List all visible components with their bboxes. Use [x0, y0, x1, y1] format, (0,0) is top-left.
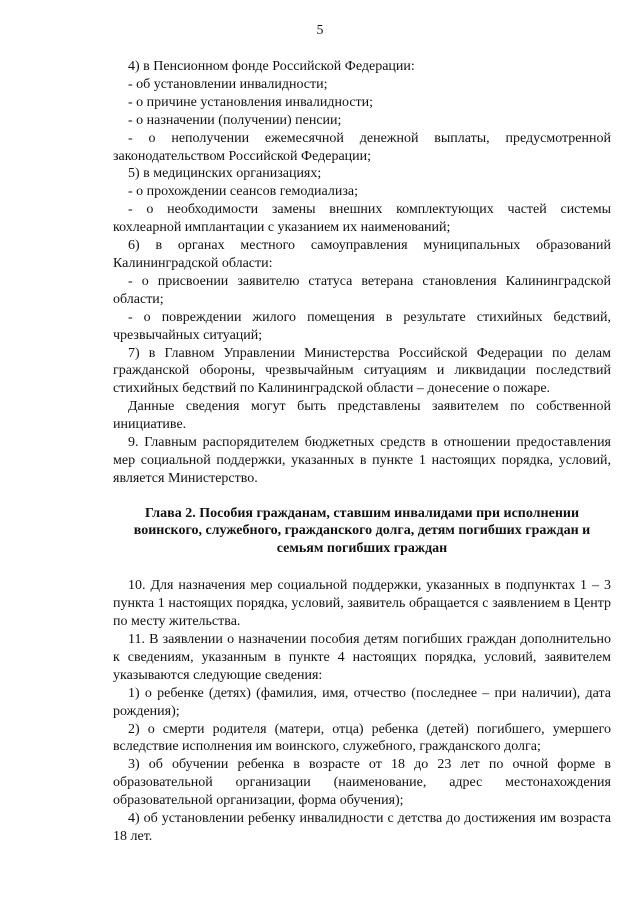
page-number: 5: [316, 22, 324, 37]
document-body: [113, 58, 611, 846]
paragraph: 7) в Главном Управлении Министерства Российской Федерации по делам гражданской обороны, чрезвычайным ситуациям и ликвидации последствий стихийных бедствий по Калининградской области – донесение о пожаре.: [113, 345, 611, 397]
paragraphs-before-chapter: [113, 58, 611, 488]
paragraph: 3) об обучении ребенка в возрасте от 18 до 23 лет по очной форме в образовательной организации (наименование, адрес местонахождения образовательной организации, форма обучения);: [113, 757, 611, 809]
paragraph: 6) в органах местного самоуправления муниципальных образований Калининградской области:: [113, 238, 611, 271]
paragraph: 11. В заявлении о назначении пособия детям погибших граждан дополнительно к сведениям, указанным в пункте 4 настоящих порядка, условий, заявителем указываются следующие сведения:: [113, 631, 611, 683]
paragraph: - об установлении инвалидности;: [128, 76, 328, 92]
paragraph: 9. Главным распорядителем бюджетных средств в отношении предоставления мер социальной поддержки, указанных в пункте 1 настоящих порядка, условий, является Министерство.: [113, 435, 611, 486]
paragraph: 4) в Пенсионном фонде Российской Федерации:: [128, 59, 415, 74]
paragraph: - о причине установления инвалидности;: [128, 94, 374, 110]
paragraph: 1) о ребенке (детях) (фамилия, имя, отчество (последнее – при наличии), дата рождения);: [113, 685, 611, 719]
paragraph: - о назначении (получении) пенсии;: [128, 112, 342, 128]
paragraphs-after-chapter: [113, 577, 611, 846]
paragraph: 5) в медицинских организациях;: [128, 166, 322, 182]
paragraph: - о повреждении жилого помещения в результате стихийных бедствий, чрезвычайных ситуаций;: [113, 309, 611, 343]
paragraph: - о присвоении заявителю статуса ветерана становления Калининградской области;: [113, 273, 611, 307]
paragraph: 4) об установлении ребенку инвалидности с детства до достижения им возраста 18 лет.: [113, 811, 611, 844]
paragraph: - о неполучении ежемесячной денежной выплаты, предусмотренной законодательством Российской Федерации;: [113, 130, 611, 164]
paragraph: - о необходимости замены внешних комплектующих частей системы кохлеарной имплантации с указанием их наименований;: [113, 202, 611, 236]
paragraph: 2) о смерти родителя (матери, отца) ребенка (детей) погибшего, умершего вследствие исполнения им воинского, служебного, гражданского долга;: [113, 721, 611, 755]
paragraph: - о прохождении сеансов гемодиализа;: [128, 184, 359, 200]
paragraph: 10. Для назначения мер социальной поддержки, указанных в подпунктах 1 – 3 пункта 1 настоящих порядка, условий, заявитель обращается с заявлением в Центр по месту жительства.: [113, 578, 611, 630]
paragraph: Данные сведения могут быть представлены заявителем по собственной инициативе.: [113, 399, 611, 433]
chapter-title: Глава 2. Пособия гражданам, ставшим инвалидами при исполнении воинского, служебного, гражданского долга, детям погибших граждан и семьям погибших граждан: [133, 505, 591, 556]
